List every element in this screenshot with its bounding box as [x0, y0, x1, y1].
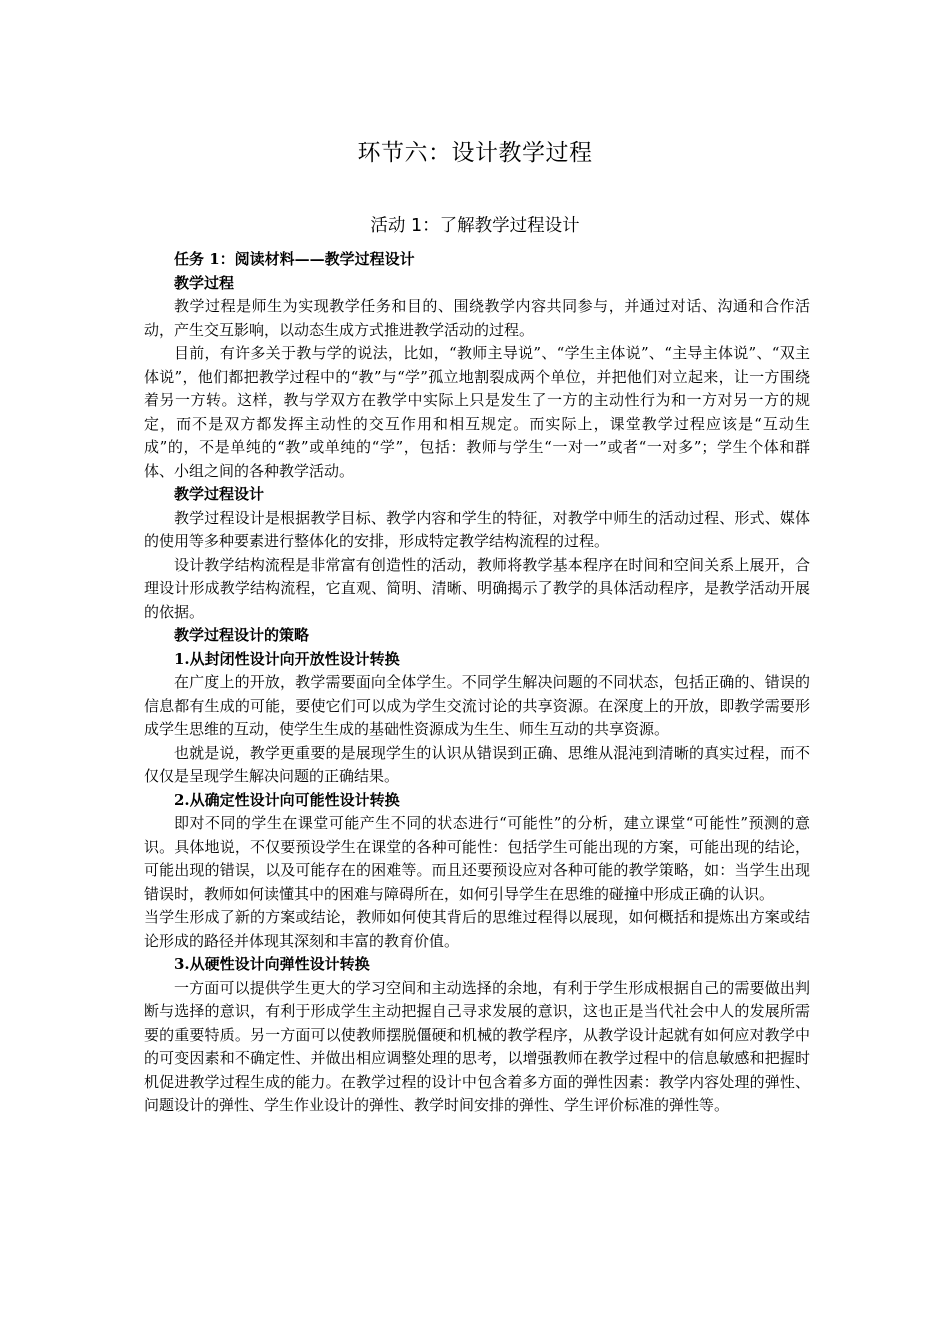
paragraph: 也就是说，教学更重要的是展现学生的认识从错误到正确、思维从混沌到清晰的真实过程，而不仅仅是呈现学生解决问题的正确结果。 [144, 743, 810, 785]
paragraph: 一方面可以提供学生更大的学习空间和主动选择的余地，有利于学生形成根据自己的需要做出判断与选择的意识，有利于形成学生主动把握自己寻求发展的意识，这也正是当代社会中人的发展所需要的重要特质。另一方面可以使教师摆脱僵硬和机械的教学程序，从教学设计起就有如何应对教学中的可变因素和不确定性、并做出相应调整处理的思考，以增强教师在教学过程中的信息敏感和把握时机促进教学过程生成的能力。在教学过程的设计中包含着多方面的弹性因素：教学内容处理的弹性、问题设计的弹性、学生作业设计的弹性、教学时间安排的弹性、学生评价标准的弹性等。 [144, 978, 810, 1114]
activity-subtitle: 活动 1：了解教学过程设计 [370, 216, 580, 236]
paragraph: 当学生形成了新的方案或结论，教师如何使其背后的思维过程得以展现，如何概括和提炼出方案或结论形成的路径并体现其深刻和丰富的教育价值。 [144, 908, 810, 950]
section-heading-teaching-process: 教学过程 [174, 273, 235, 292]
paragraph: 目前，有许多关于教与学的说法，比如，“教师主导说”、“学生主体说”、“主导主体说”、“双主体说”，他们都把教学过程中的“教”与“学”孤立地割裂成两个单位，并把他们对立起来，让一方围绕着另一方转。这样，教与学双方在教学中实际上只是发生了一方的主动性行为和一方对另一方的规定，而不是双方都发挥主动性的交互作用和相互规定。而实际上，课堂教学过程应该是“互动生成”的，不是单纯的“教”或单纯的“学”，包括：教师与学生“一对一”或者“一对多”；学生个体和群体、小组之间的各种教学活动。 [144, 344, 810, 480]
task-heading: 任务 1：阅读材料——教学过程设计 [174, 250, 415, 268]
strategy-heading-1: 1.从封闭性设计向开放性设计转换 [174, 649, 400, 668]
paragraph: 教学过程设计是根据教学目标、教学内容和学生的特征，对教学中师生的活动过程、形式、媒体的使用等多种要素进行整体化的安排，形成特定教学结构流程的过程。 [144, 508, 810, 550]
section-heading-process-design: 教学过程设计 [174, 485, 265, 503]
paragraph: 教学过程是师生为实现教学任务和目的、围绕教学内容共同参与，并通过对话、沟通和合作活动，产生交互影响，以动态生成方式推进教学活动的过程。 [144, 297, 810, 339]
strategy-heading-2: 2.从确定性设计向可能性设计转换 [174, 790, 400, 809]
document-body [144, 248, 810, 1118]
strategy-heading-3: 3.从硬性设计向弹性设计转换 [174, 955, 370, 973]
page-title: 环节六：设计教学过程 [357, 140, 593, 166]
section-heading-strategies: 教学过程设计的策略 [174, 626, 310, 644]
paragraph: 即对不同的学生在课堂可能产生不同的状态进行“可能性”的分析，建立课堂“可能性”预测的意识。具体地说，不仅要预设学生在课堂的各种可能性：包括学生可能出现的方案，可能出现的结论，可能出现的错误，以及可能存在的困难等。而且还要预设应对各种可能的教学策略，如：当学生出现错误时，教师如何读懂其中的困难与障碍所在，如何引导学生在思维的碰撞中形成正确的认识。 [144, 814, 810, 903]
paragraph: 在广度上的开放，教学需要面向全体学生。不同学生解决问题的不同状态，包括正确的、错误的信息都有生成的可能，要使它们可以成为学生交流讨论的共享资源。在深度上的开放，即教学需要形成学生思维的互动，使学生生成的基础性资源成为生生、师生互动的共享资源。 [144, 673, 810, 738]
paragraph: 设计教学结构流程是非常富有创造性的活动，教师将教学基本程序在时间和空间关系上展开，合理设计形成教学结构流程，它直观、简明、清晰、明确揭示了教学的具体活动程序，是教学活动开展的依据。 [144, 555, 810, 621]
